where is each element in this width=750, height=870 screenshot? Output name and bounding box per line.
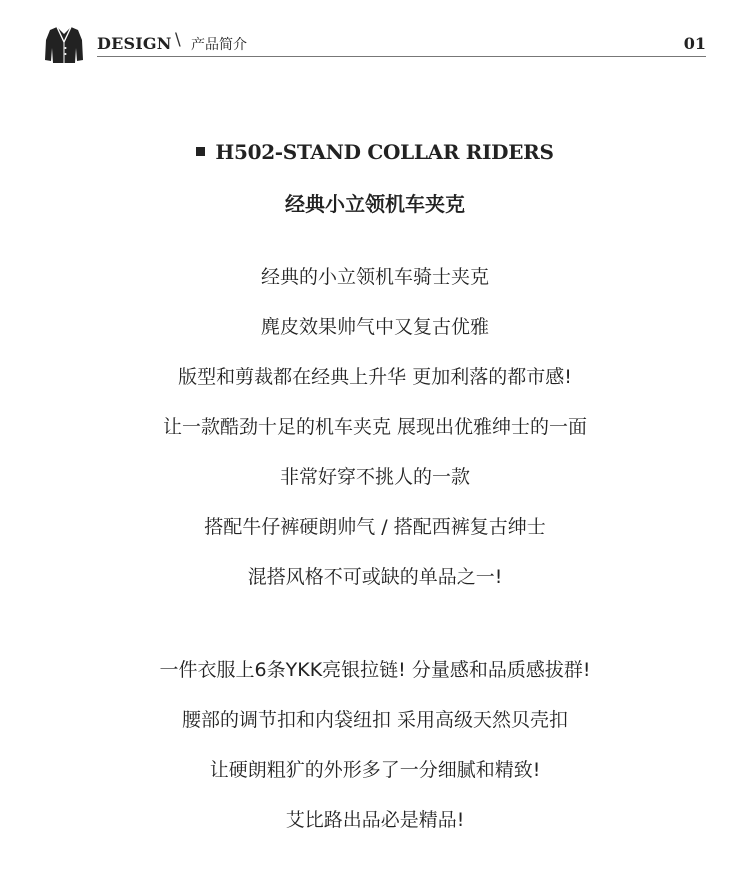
- description-line: 经典的小立领机车骑士夹克: [260, 266, 489, 288]
- square-bullet-icon: [196, 147, 205, 156]
- product-subtitle: 经典小立领机车夹克: [285, 192, 465, 216]
- jacket-icon: [44, 26, 84, 64]
- header-divider: [97, 56, 706, 57]
- product-title: [0, 140, 750, 164]
- product-title-text: H502-STAND COLLAR RIDERS: [215, 140, 554, 164]
- header-separator: \: [175, 30, 181, 50]
- description-line: 让一款酷劲十足的机车夹克 展现出优雅绅士的一面: [162, 416, 588, 438]
- page-number: 01: [683, 34, 706, 53]
- description-line: 混搭风格不可或缺的单品之一!: [247, 566, 503, 588]
- description-line: 非常好穿不挑人的一款: [279, 466, 470, 488]
- brand-label: DESIGN: [97, 34, 172, 53]
- description-line: 版型和剪裁都在经典上升华 更加利落的都市感!: [178, 366, 572, 388]
- page-header: [44, 26, 706, 60]
- description-line: 艾比路出品必是精品!: [285, 809, 465, 831]
- description-line: 一件衣服上6条YKK亮银拉链! 分量感和品质感拔群!: [159, 659, 591, 681]
- description-line: 麂皮效果帅气中又复古优雅: [260, 316, 489, 338]
- description-line: 搭配牛仔裤硬朗帅气 / 搭配西裤复古绅士: [204, 516, 546, 538]
- section-label: 产品简介: [191, 37, 247, 53]
- description-line: 腰部的调节扣和内袋纽扣 采用高级天然贝壳扣: [181, 709, 569, 731]
- description-line: 让硬朗粗犷的外形多了一分细腻和精致!: [209, 759, 541, 781]
